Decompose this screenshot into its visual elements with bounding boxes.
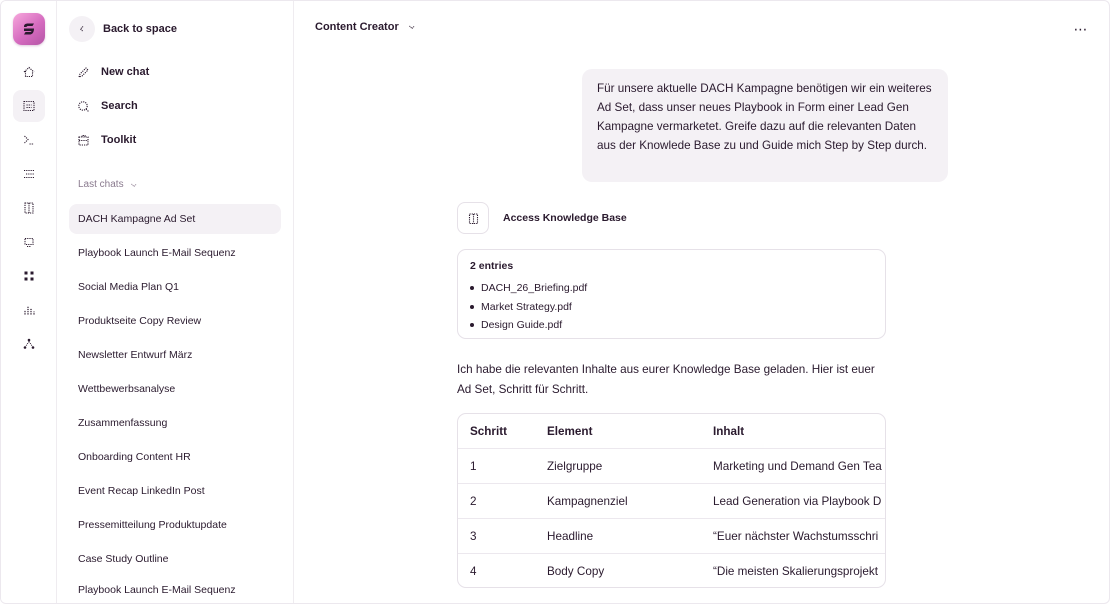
chevron-left-icon	[69, 16, 95, 42]
cell-step: 2	[470, 495, 477, 508]
search-label: Search	[101, 100, 138, 112]
toolkit-icon	[77, 134, 90, 147]
chat-item[interactable]: Case Study Outline	[78, 553, 169, 565]
new-chat-button[interactable]	[77, 62, 149, 82]
pencil-icon	[77, 66, 90, 79]
knowledge-entries-card	[457, 249, 886, 339]
chevron-down-icon[interactable]	[130, 181, 138, 189]
app-logo-icon[interactable]	[13, 13, 45, 45]
column-header-inhalt: Inhalt	[713, 425, 745, 438]
last-chats-label: Last chats	[78, 179, 124, 190]
home-icon[interactable]	[13, 56, 45, 88]
analytics-icon[interactable]	[13, 294, 45, 326]
search-icon	[77, 100, 90, 113]
assistant-selector[interactable]	[315, 21, 416, 33]
column-header-schritt: Schritt	[470, 425, 508, 438]
cell-content: “Euer nächster Wachstumsschri	[713, 530, 879, 543]
table-row	[458, 449, 886, 484]
chat-item[interactable]: Pressemitteilung Produktupdate	[78, 519, 227, 531]
chat-item[interactable]: Social Media Plan Q1	[78, 281, 179, 293]
cell-element: Body Copy	[547, 565, 605, 578]
network-icon[interactable]	[13, 328, 45, 360]
cell-element: Zielgruppe	[547, 460, 603, 473]
more-options-icon[interactable]: ⋯	[1073, 20, 1089, 37]
cell-element: Headline	[547, 530, 594, 543]
chat-item[interactable]: Playbook Launch E-Mail Sequenz	[78, 584, 236, 596]
list-icon[interactable]	[13, 158, 45, 190]
chat-item[interactable]: Newsletter Entwurf März	[78, 349, 193, 361]
chat-item[interactable]: Playbook Launch E-Mail Sequenz	[78, 247, 236, 259]
last-chats-section-label	[78, 179, 138, 190]
table-row	[458, 519, 886, 554]
table-header-row	[458, 414, 886, 449]
icon-rail	[1, 1, 57, 604]
back-to-space-label: Back to space	[103, 23, 177, 35]
ad-set-table	[457, 413, 886, 588]
terminal-icon[interactable]	[13, 124, 45, 156]
search-button[interactable]	[77, 96, 138, 116]
book-icon[interactable]	[13, 192, 45, 224]
chevron-down-icon	[408, 23, 416, 31]
spaces-icon[interactable]	[13, 90, 45, 122]
tool-call-label: Access Knowledge Base	[503, 212, 627, 224]
chip-icon[interactable]	[13, 226, 45, 258]
cell-step: 4	[470, 565, 477, 578]
chat-item[interactable]: Zusammenfassung	[78, 417, 168, 429]
entry-file-link[interactable]: Market Strategy.pdf	[470, 298, 873, 317]
back-to-space-button[interactable]	[69, 16, 177, 42]
entries-count: 2 entries	[470, 260, 514, 272]
chat-main	[294, 1, 1110, 604]
chat-item[interactable]: DACH Kampagne Ad Set	[69, 204, 281, 234]
table-row	[458, 484, 886, 519]
new-chat-label: New chat	[101, 66, 150, 78]
page-title: Content Creator	[315, 21, 399, 33]
toolkit-button[interactable]	[77, 130, 136, 150]
toolkit-label: Toolkit	[101, 134, 137, 146]
user-message: Für unsere aktuelle DACH Kampagne benötigen wir ein weiteres Ad Set, dass unser neues Playbook in Form einer Lead Gen Kampagne vermarketet. Greife dazu auf die relevanten Daten aus der Knowlede Base zu und Guide mich Step by Step durch.	[582, 69, 948, 182]
cell-step: 1	[470, 460, 477, 473]
table-row	[458, 554, 886, 588]
cell-content: “Die meisten Skalierungsprojekt	[713, 565, 878, 578]
entries-list	[470, 279, 873, 335]
assistant-answer: Ich habe die relevanten Inhalte aus eurer Knowledge Base geladen. Hier ist euer Ad Set, Schritt für Schritt.	[457, 363, 875, 396]
entry-file-link[interactable]: Design Guide.pdf	[470, 316, 873, 335]
chat-item[interactable]: Event Recap LinkedIn Post	[78, 485, 205, 497]
chat-item[interactable]: Wettbewerbsanalyse	[78, 383, 176, 395]
cell-content: Lead Generation via Playbook D	[713, 495, 882, 508]
chat-sidebar	[57, 1, 294, 604]
tool-call-row[interactable]	[457, 202, 627, 234]
apps-grid-icon[interactable]	[13, 260, 45, 292]
cell-content: Marketing und Demand Gen Tea	[713, 460, 882, 473]
entry-file-link[interactable]: DACH_26_Briefing.pdf	[470, 279, 873, 298]
column-header-element: Element	[547, 425, 593, 438]
chat-item[interactable]: Onboarding Content HR	[78, 451, 191, 463]
knowledge-base-icon	[457, 202, 489, 234]
chat-item[interactable]: Produktseite Copy Review	[78, 315, 202, 327]
cell-step: 3	[470, 530, 477, 543]
cell-element: Kampagnenziel	[547, 495, 628, 508]
